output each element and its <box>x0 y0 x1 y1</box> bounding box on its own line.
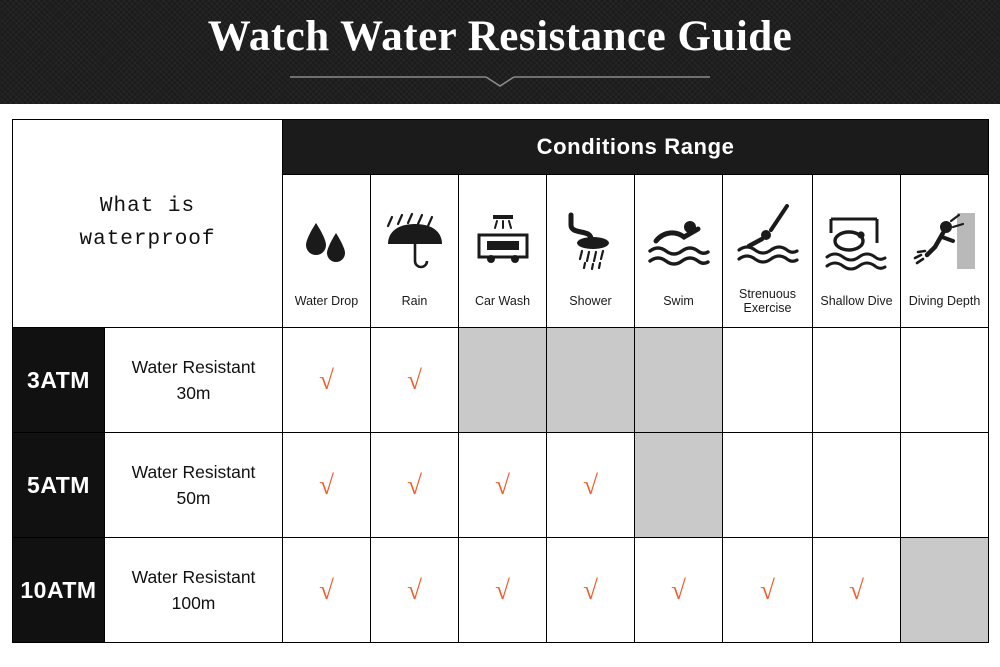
page-title: Watch Water Resistance Guide <box>207 13 793 60</box>
resistance-description <box>105 538 283 643</box>
water-drop-icon <box>283 194 370 290</box>
water-resistance-table <box>12 119 981 643</box>
shower-icon <box>547 194 634 290</box>
check-mark: √ <box>671 574 686 605</box>
table-row <box>13 433 989 538</box>
cell-3atm-swim <box>635 328 723 433</box>
condition-label: Rain <box>401 293 428 308</box>
atm-rating: 3ATM <box>13 328 105 433</box>
whatis-line-1: What is <box>99 194 196 218</box>
deep-diving-icon <box>901 194 988 290</box>
cell-3atm-shallow-dive <box>813 328 901 433</box>
check-mark: √ <box>495 574 510 605</box>
cell-5atm-strenuous-exercise <box>723 433 813 538</box>
cell-5atm-swim <box>635 433 723 538</box>
cell-5atm-water-drop <box>283 433 371 538</box>
condition-header-rain <box>371 175 459 328</box>
condition-header-water-drop <box>283 175 371 328</box>
description-line-2: 100m <box>171 593 216 613</box>
umbrella-rain-icon <box>371 194 458 290</box>
resistance-description <box>105 328 283 433</box>
description-line-2: 30m <box>176 383 211 403</box>
divider-chevron-icon <box>290 74 710 88</box>
condition-header-diving-depth <box>901 175 989 328</box>
condition-header-shallow-dive <box>813 175 901 328</box>
atm-rating: 10ATM <box>13 538 105 643</box>
cell-5atm-car-wash <box>459 433 547 538</box>
shallow-dive-icon <box>813 194 900 290</box>
cell-10atm-strenuous-exercise <box>723 538 813 643</box>
check-mark: √ <box>319 469 334 500</box>
header-banner <box>0 0 1000 104</box>
condition-label: Shallow Dive <box>820 293 893 308</box>
cell-10atm-shallow-dive <box>813 538 901 643</box>
condition-header-swim <box>635 175 723 328</box>
cell-5atm-rain <box>371 433 459 538</box>
condition-label: Shower <box>569 293 612 308</box>
table-row <box>13 538 989 643</box>
check-mark: √ <box>760 574 775 605</box>
conditions-range-title: Conditions Range <box>283 120 989 175</box>
cell-10atm-diving-depth <box>901 538 989 643</box>
diving-exercise-icon <box>723 187 812 283</box>
check-mark: √ <box>407 364 422 395</box>
check-mark: √ <box>407 469 422 500</box>
condition-label: Diving Depth <box>908 293 981 308</box>
car-wash-icon <box>459 194 546 290</box>
whatis-line-2: waterproof <box>79 227 216 251</box>
cell-10atm-swim <box>635 538 723 643</box>
condition-label: Car Wash <box>474 293 531 308</box>
check-mark: √ <box>407 574 422 605</box>
cell-5atm-shallow-dive <box>813 433 901 538</box>
description-line-1: Water Resistant <box>131 461 256 482</box>
condition-label: Water Drop <box>294 293 359 308</box>
cell-5atm-shower <box>547 433 635 538</box>
atm-rating: 5ATM <box>13 433 105 538</box>
condition-header-strenuous-exercise <box>723 175 813 328</box>
check-mark: √ <box>583 574 598 605</box>
cell-10atm-rain <box>371 538 459 643</box>
swim-icon <box>635 194 722 290</box>
condition-label: Strenuous Exercise <box>739 286 796 315</box>
cell-10atm-car-wash <box>459 538 547 643</box>
description-line-2: 50m <box>176 488 211 508</box>
cell-3atm-strenuous-exercise <box>723 328 813 433</box>
check-mark: √ <box>319 574 334 605</box>
cell-3atm-car-wash <box>459 328 547 433</box>
check-mark: √ <box>583 469 598 500</box>
cell-10atm-water-drop <box>283 538 371 643</box>
table-row <box>13 328 989 433</box>
cell-3atm-shower <box>547 328 635 433</box>
check-mark: √ <box>319 364 334 395</box>
whatis-waterproof-cell <box>13 120 283 328</box>
cell-5atm-diving-depth <box>901 433 989 538</box>
cell-10atm-shower <box>547 538 635 643</box>
cell-3atm-rain <box>371 328 459 433</box>
table-header-row <box>13 120 989 175</box>
cell-3atm-diving-depth <box>901 328 989 433</box>
description-line-1: Water Resistant <box>131 356 256 377</box>
resistance-description <box>105 433 283 538</box>
condition-label: Swim <box>663 293 694 308</box>
cell-3atm-water-drop <box>283 328 371 433</box>
condition-header-shower <box>547 175 635 328</box>
check-mark: √ <box>849 574 864 605</box>
description-line-1: Water Resistant <box>131 566 256 587</box>
check-mark: √ <box>495 469 510 500</box>
condition-header-car-wash <box>459 175 547 328</box>
